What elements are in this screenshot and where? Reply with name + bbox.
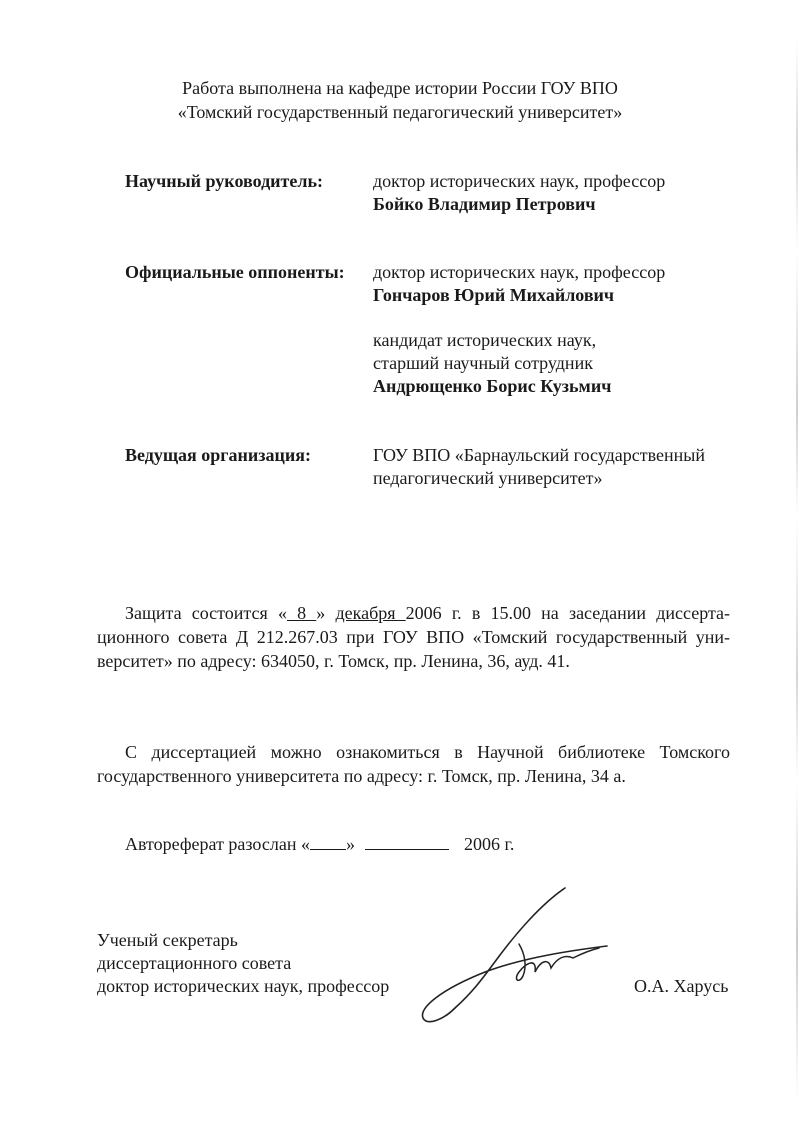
- defense-paragraph: [97, 601, 730, 673]
- library-line-1: С диссертацией можно ознакомиться в Научной библиотеке Томского: [125, 742, 730, 762]
- abstract-mid: »: [345, 834, 355, 854]
- defense-line-2: ционного совета Д 212.267.03 при ГОУ ВПО «Томский государственный уни-: [97, 627, 730, 647]
- secretary-name: О.А. Харусь: [634, 976, 729, 996]
- defense-rest: 2006 г. в 15.00 на заседании диссерта-: [405, 603, 731, 623]
- defense-day: 8: [286, 603, 317, 623]
- secretary-line-1: Ученый секретарь: [97, 930, 238, 950]
- opponent-1-title: доктор исторических наук, профессор: [373, 262, 666, 282]
- header-line-1: Работа выполнена на кафедре истории России ГОУ ВПО: [182, 78, 618, 98]
- abstract-suffix: 2006 г.: [463, 834, 515, 854]
- header: [0, 76, 800, 124]
- header-line-2: «Томский государственный педагогический университет»: [177, 102, 623, 122]
- abstract-day-blank: [310, 848, 346, 850]
- secretary-line-3: доктор исторических наук, профессор: [97, 976, 390, 996]
- secretary-block: [97, 929, 389, 998]
- lead-org-line-2: педагогический университет»: [373, 468, 603, 488]
- lead-org-label: Ведущая организация:: [125, 445, 311, 465]
- defense-mid: »: [316, 603, 336, 623]
- defense-prefix: Защита состоится «: [125, 603, 287, 623]
- opponents-label: Официальные оппоненты:: [125, 262, 345, 282]
- abstract-sent-line: [97, 832, 730, 856]
- supervisor-label: Научный руководитель:: [125, 171, 323, 191]
- supervisor-title: доктор исторических наук, профессор: [373, 171, 666, 191]
- opponent-2-name: Андрющенко Борис Кузьмич: [373, 376, 612, 396]
- opponent-2-title-1: кандидат исторических наук,: [373, 330, 597, 350]
- abstract-month-blank: [365, 848, 449, 850]
- opponent-2-title-2: старший научный сотрудник: [373, 353, 593, 373]
- defense-month: декабря: [335, 603, 406, 623]
- signature-image: [415, 880, 615, 1030]
- opponent-1-name: Гончаров Юрий Михайлович: [373, 285, 615, 305]
- library-line-2: государственного университета по адресу: г. Томск, пр. Ленина, 34 а.: [97, 766, 626, 786]
- defense-line-3: верситет» по адресу: 634050, г. Томск, пр. Ленина, 36, ауд. 41.: [97, 651, 570, 671]
- lead-org-line-1: ГОУ ВПО «Барнаульский государственный: [373, 445, 706, 465]
- abstract-prefix: Автореферат разослан «: [125, 834, 310, 854]
- secretary-line-2: диссертационного совета: [97, 953, 292, 973]
- supervisor-name: Бойко Владимир Петрович: [373, 194, 596, 214]
- scan-edge-shadow: [796, 40, 798, 1100]
- library-paragraph: [97, 740, 730, 788]
